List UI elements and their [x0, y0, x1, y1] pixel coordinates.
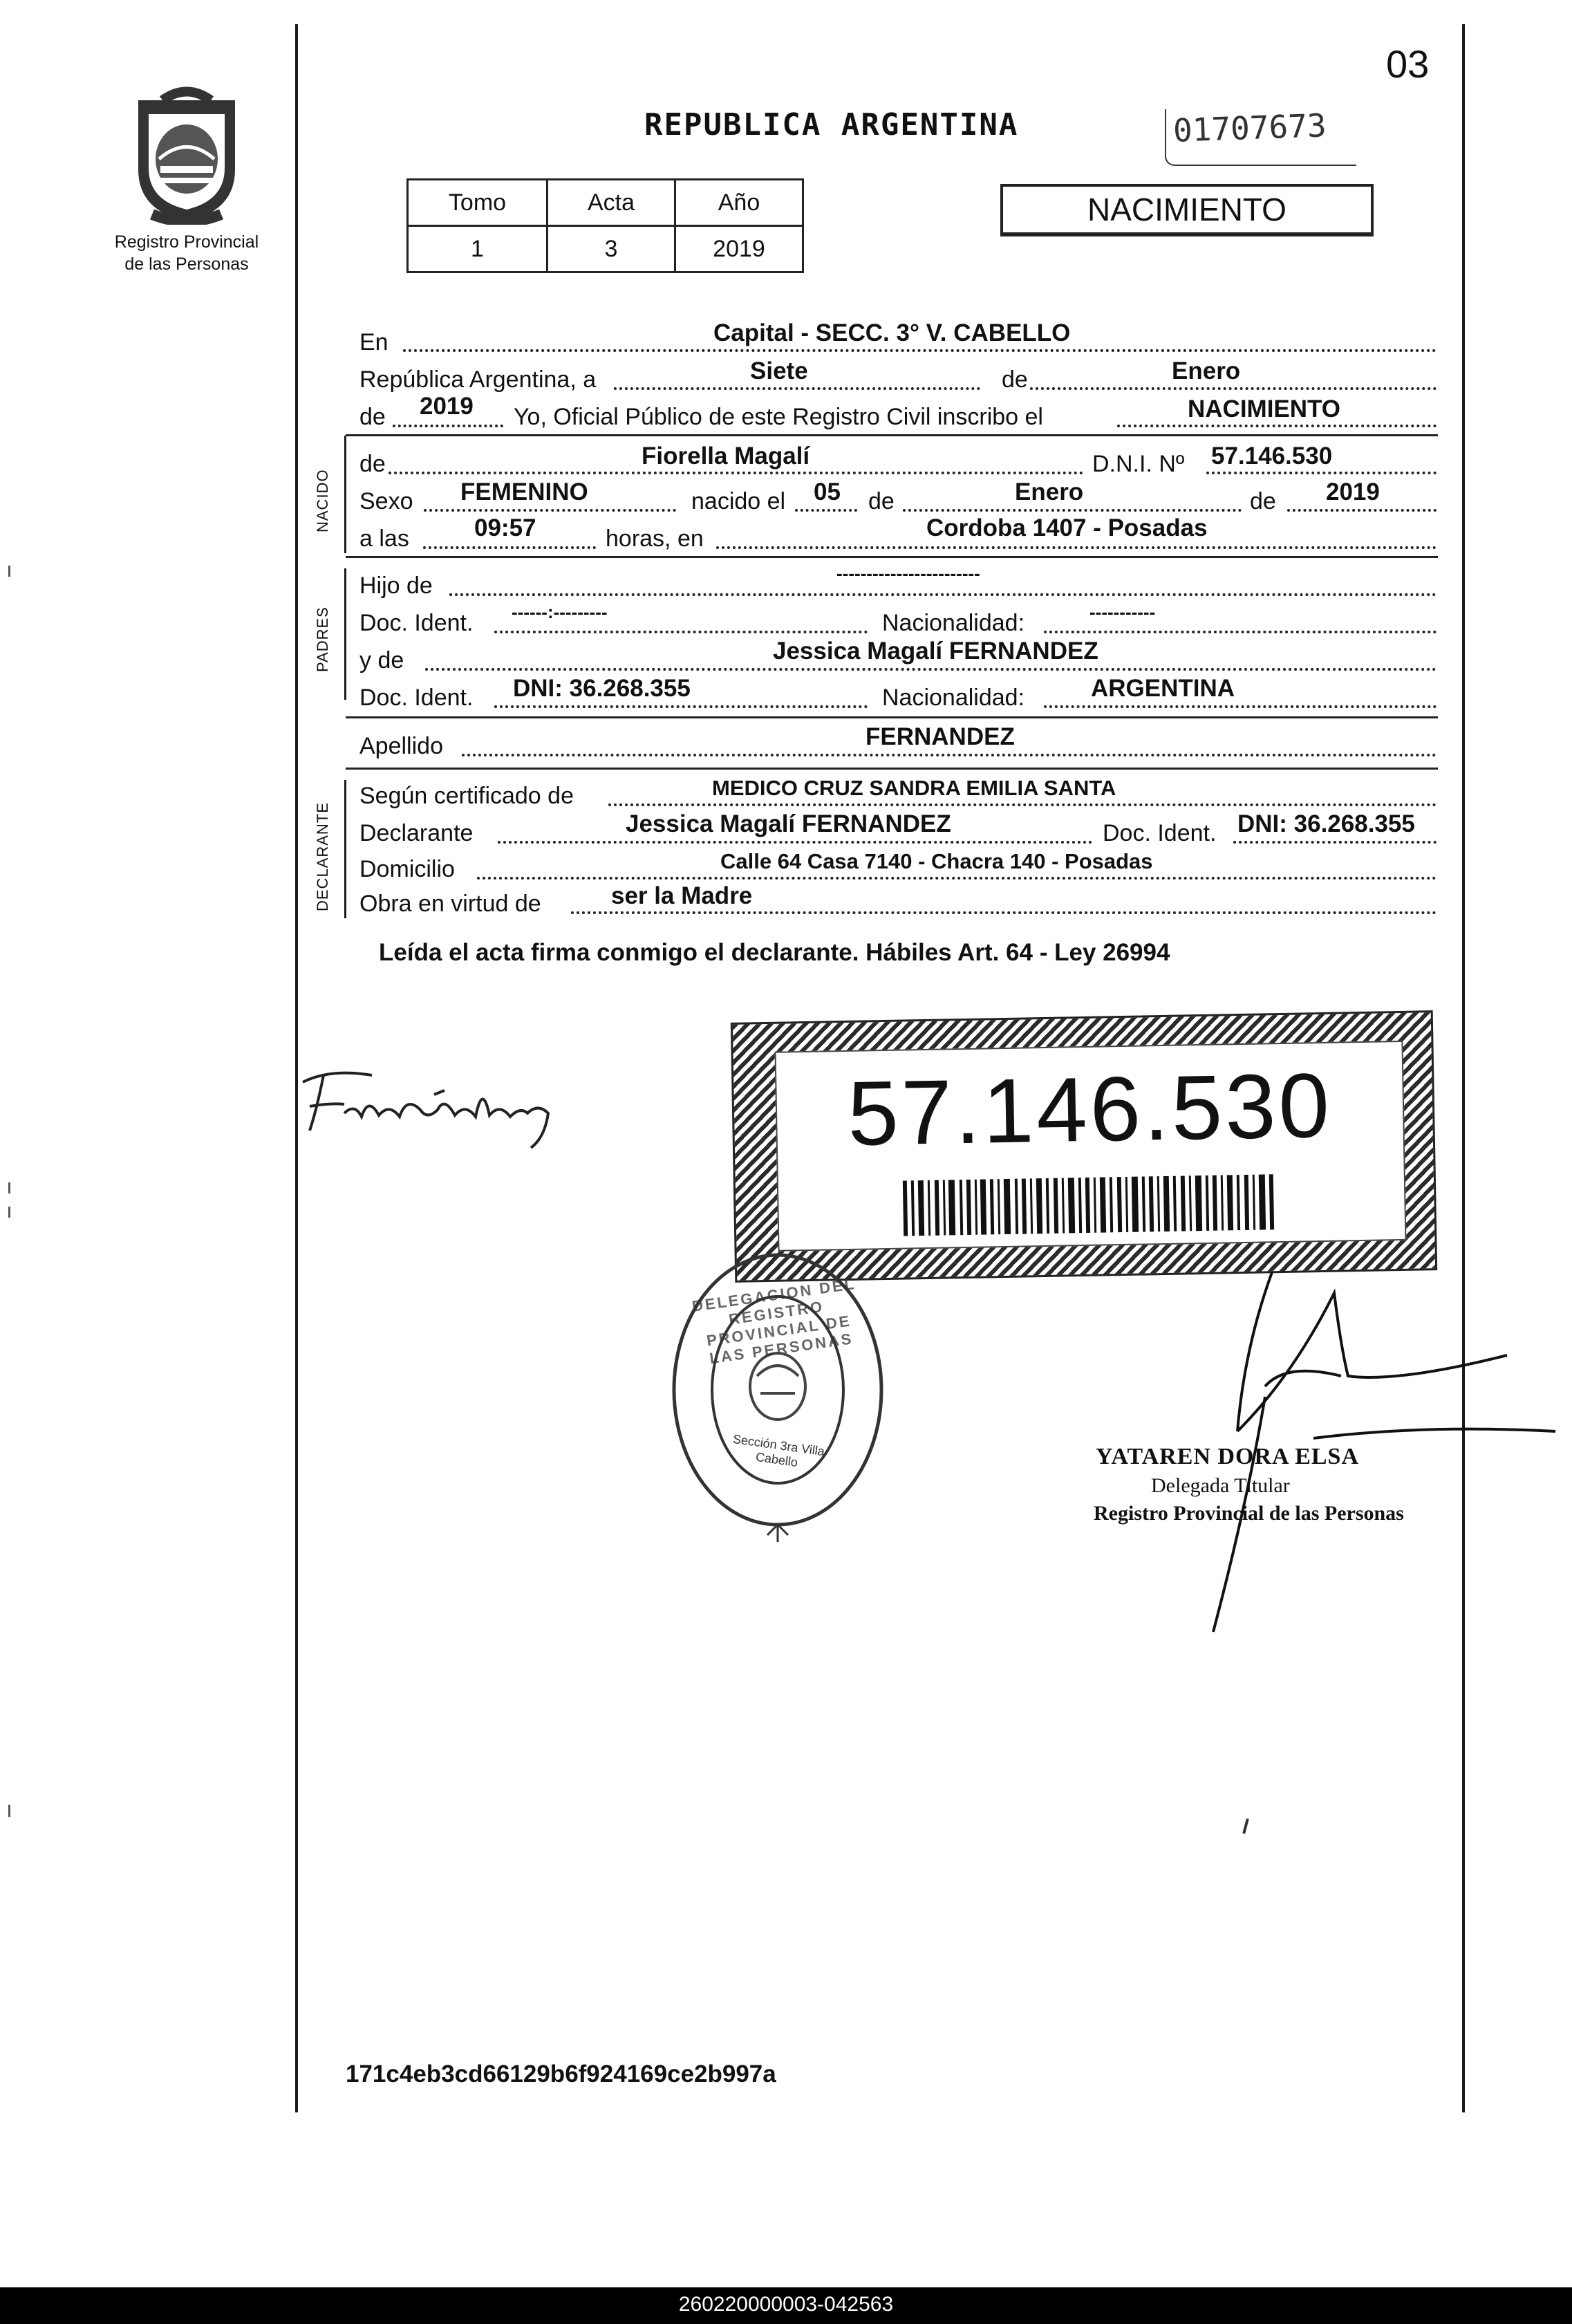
- dni-value: 57.146.530: [1211, 443, 1333, 470]
- apellido-value: FERNANDEZ: [865, 723, 1015, 750]
- declarante-value: Jessica Magalí FERNANDEZ: [626, 810, 951, 837]
- dotted-line: [1044, 631, 1437, 633]
- cert-label: Según certificado de: [359, 783, 574, 809]
- birth-year: 2019: [1326, 478, 1380, 505]
- document-hash: 171c4eb3cd66129b6f924169ce2b997a: [346, 2061, 776, 2088]
- dotted-line: [462, 754, 1437, 756]
- inscribo-value: NACIMIENTO: [1188, 396, 1341, 422]
- doc-label: Doc. Ident.: [359, 610, 474, 636]
- alas-label: a las: [359, 526, 409, 552]
- domicilio-label: Domicilio: [359, 856, 455, 882]
- dotted-line: [1233, 841, 1437, 844]
- year-value: 2019: [420, 393, 474, 420]
- margin-mark: [8, 1182, 10, 1193]
- child-name: Fiorella Magalí: [642, 443, 810, 470]
- yde-label: y de: [359, 647, 404, 673]
- sticker-label: [775, 1041, 1407, 1252]
- dotted-line: [498, 841, 1092, 844]
- dotted-line: [389, 472, 1083, 474]
- decl-doc-value: DNI: 36.268.355: [1237, 810, 1415, 837]
- location-value: Capital - SECC. 3° V. CABELLO: [713, 319, 1071, 346]
- de-label: de: [1002, 366, 1028, 393]
- serial-number: 01707673: [1172, 106, 1327, 149]
- dotted-line: [795, 509, 857, 512]
- birth-time: 09:57: [474, 514, 536, 541]
- father-doc: ------:---------: [512, 602, 608, 622]
- dotted-line: [403, 349, 1437, 352]
- dotted-line: [614, 387, 980, 390]
- barcode: [903, 1174, 1277, 1236]
- stamp-ring-text: DELEGACION DEL REGISTRO PROVINCIAL DE LAS PERSONAS: [691, 1274, 857, 1368]
- mother-name: Jessica Magalí FERNANDEZ: [773, 638, 1098, 664]
- register-table: [406, 178, 804, 273]
- nacido-de-label: de: [359, 451, 386, 477]
- month-value: Enero: [1172, 357, 1241, 384]
- sticker-number: 57.146.530: [847, 1054, 1334, 1164]
- agency-line2: de las Personas: [124, 254, 249, 274]
- footer-code: 260220000003-042563: [678, 2293, 894, 2316]
- section-bracket: [344, 436, 346, 553]
- section-bracket: [344, 568, 346, 700]
- dotted-line: [423, 546, 596, 549]
- page-number: 03: [1386, 42, 1430, 86]
- register-value-cell: 1: [408, 226, 548, 272]
- de-label: de: [359, 404, 386, 430]
- rule: [346, 716, 1438, 718]
- province-seal: [124, 86, 249, 225]
- section-declarante-label: DECLARANTE: [314, 802, 331, 911]
- declarante-label: Declarante: [359, 820, 474, 846]
- sexo-label: Sexo: [359, 488, 413, 514]
- nacido-el-label: nacido el: [691, 488, 786, 514]
- margin-mark: [8, 1805, 10, 1817]
- declarant-signature: [289, 1054, 586, 1158]
- register-table-header: [408, 180, 803, 226]
- mother-doc: DNI: 36.268.355: [513, 675, 691, 702]
- register-value-cell: 3: [548, 226, 675, 272]
- register-header-cell: Año: [675, 180, 803, 226]
- register-value-cell: 2019: [675, 226, 803, 272]
- day-value: Siete: [750, 357, 808, 384]
- dotted-line: [1206, 472, 1437, 474]
- de-label: de: [868, 488, 895, 514]
- mark: [1242, 1819, 1249, 1834]
- stamp-inner-text: Sección 3ra Villa Cabello: [731, 1431, 826, 1470]
- dotted-line: [571, 911, 1437, 914]
- mother-nationality: ARGENTINA: [1091, 675, 1235, 702]
- rule: [346, 434, 1438, 436]
- obra-value: ser la Madre: [611, 882, 753, 909]
- doc-type: NACIMIENTO: [1087, 192, 1286, 227]
- birth-place: Cordoba 1407 - Posadas: [926, 514, 1208, 541]
- register-header-cell: Acta: [548, 180, 675, 226]
- dotted-line: [393, 425, 503, 427]
- margin-mark: [8, 1207, 10, 1218]
- rule: [346, 768, 1438, 770]
- horas-label: horas, en: [606, 526, 704, 552]
- dotted-line: [1117, 425, 1437, 427]
- republica-label: República Argentina, a: [359, 366, 597, 393]
- birth-day: 05: [814, 478, 841, 505]
- id-sticker: [731, 1010, 1437, 1283]
- father-nationality: -----------: [1089, 602, 1156, 622]
- dotted-line: [477, 877, 1437, 880]
- father-name: ------------------------: [836, 563, 980, 584]
- dni-label: D.N.I. Nº: [1092, 451, 1185, 477]
- country-title: REPUBLICA ARGENTINA: [644, 107, 1019, 142]
- dotted-line: [494, 631, 868, 633]
- dotted-line: [608, 803, 1437, 806]
- official-role: Delegada Titular: [1151, 1474, 1290, 1497]
- dotted-line: [424, 509, 676, 512]
- official-name: YATAREN DORA ELSA: [1096, 1444, 1360, 1469]
- en-label: En: [359, 329, 389, 355]
- register-table-row: [408, 226, 803, 272]
- serial-number-box: [1165, 106, 1356, 166]
- dotted-line: [1030, 387, 1437, 390]
- section-padres-label: PADRES: [314, 606, 331, 672]
- decl-doc-label: Doc. Ident.: [1103, 820, 1217, 846]
- obra-label: Obra en virtud de: [359, 891, 541, 917]
- apellido-label: Apellido: [359, 733, 443, 759]
- register-header-cell: Tomo: [408, 180, 548, 226]
- closing-text: Leída el acta firma conmigo el declarante. Hábiles Art. 64 - Ley 26994: [379, 939, 1170, 966]
- dotted-line: [1287, 509, 1437, 512]
- oficial-text: Yo, Oficial Público de este Registro Civil inscribo el: [514, 404, 1043, 430]
- official-stamp: [664, 1245, 892, 1549]
- nacionalidad-label: Nacionalidad:: [882, 610, 1025, 636]
- sexo-value: FEMENINO: [460, 478, 588, 505]
- dotted-line: [1044, 705, 1437, 708]
- hijo-label: Hijo de: [359, 573, 433, 599]
- section-nacido-label: NACIDO: [314, 469, 331, 532]
- rule: [346, 556, 1438, 558]
- right-border-line: [1462, 24, 1465, 2112]
- signature-text: [289, 1054, 292, 1055]
- dotted-line: [449, 593, 1437, 596]
- birth-month: Enero: [1015, 478, 1084, 505]
- doc-label: Doc. Ident.: [359, 685, 474, 711]
- dotted-line: [494, 705, 868, 708]
- section-bracket: [344, 780, 346, 918]
- official-org: Registro Provincial de las Personas: [1094, 1502, 1404, 1525]
- footer-bar: [0, 2287, 1572, 2324]
- dotted-line: [425, 668, 1437, 671]
- domicilio-value: Calle 64 Casa 7140 - Chacra 140 - Posadas: [720, 849, 1153, 873]
- dotted-line: [903, 509, 1242, 512]
- nacionalidad-label: Nacionalidad:: [882, 685, 1025, 711]
- agency-line1: Registro Provincial: [114, 232, 259, 252]
- margin-mark: [8, 566, 10, 577]
- doc-type-box: [1000, 184, 1374, 236]
- de-label: de: [1250, 488, 1276, 514]
- dotted-line: [716, 546, 1437, 549]
- cert-value: MEDICO CRUZ SANDRA EMILIA SANTA: [712, 776, 1116, 800]
